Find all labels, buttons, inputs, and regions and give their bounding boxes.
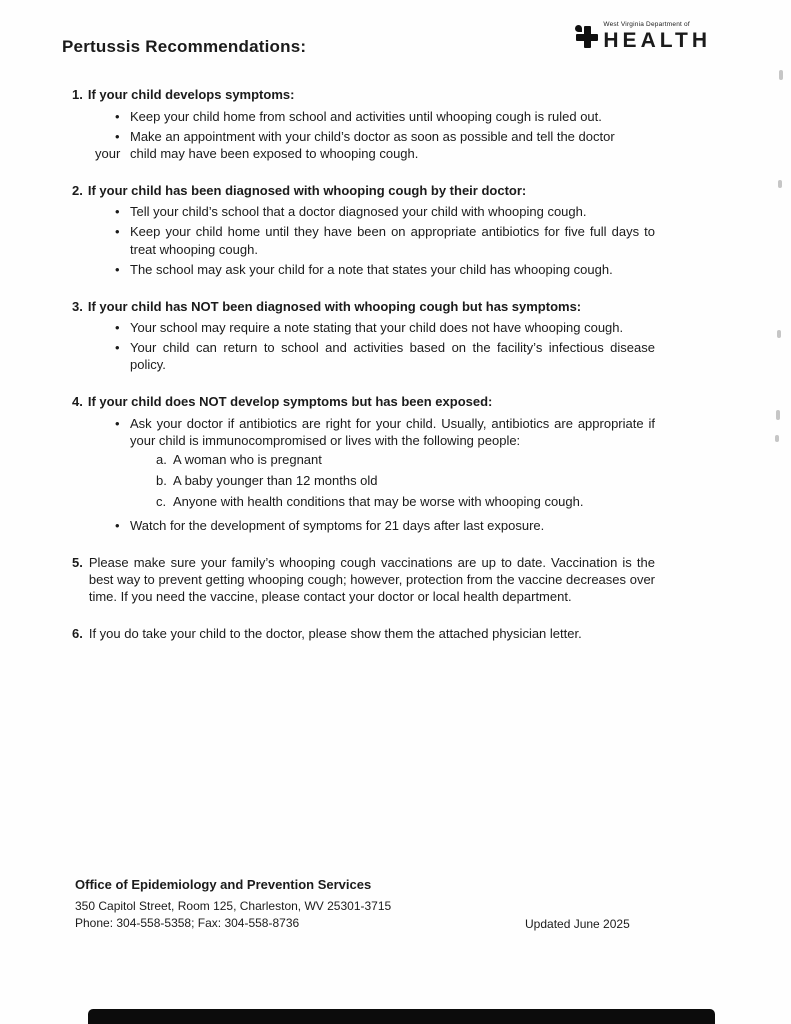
document-content xyxy=(62,30,655,663)
bullet-icon: • xyxy=(115,261,120,277)
section-6 xyxy=(62,625,655,642)
bullet-icon: • xyxy=(115,128,120,144)
footer-phone-fax: Phone: 304-558-5358; Fax: 304-558-8736 xyxy=(75,916,300,931)
section-number: 5. xyxy=(72,554,83,570)
section-number: 2. xyxy=(72,183,83,199)
section-2 xyxy=(62,182,655,278)
section-5 xyxy=(62,554,655,605)
footer-address: 350 Capitol Street, Room 125, Charleston, WV 25301-3715 xyxy=(75,898,392,913)
logo-health-text: HEALTH xyxy=(603,28,711,52)
scan-artifact xyxy=(778,180,782,188)
footer-updated-date: Updated June 2025 xyxy=(525,917,630,932)
section-paragraph: Please make sure your family’s whooping cough vaccinations are up to date. Vaccination is the best way to prevent getting whooping cough; however, protection from the vaccine decreases over time. If you need the vaccine, please contact your doctor or local health department. xyxy=(88,554,655,605)
bullet-item: • Your school may require a note stating that your child does not have whooping cough. xyxy=(115,320,624,335)
bullet-item: • Tell your child’s school that a doctor diagnosed your child with whooping cough. xyxy=(115,204,587,220)
bullet-item: • Ask your doctor if antibiotics are right for your child. Usually, antibiotics are appropriate if your child is immunocompromised or lives with the following people: a. A woman who is pregnant b. A baby younger than 12 months old c. Anyone with health conditions that may be worse with whooping cough. xyxy=(115,415,655,514)
section-paragraph: If you do take your child to the doctor, please show them the attached physician letter. xyxy=(88,626,582,642)
section-heading: If your child does NOT develop symptoms but has been exposed: xyxy=(87,394,493,410)
sublist-item: c. Anyone with health conditions that may be worse with whooping cough. xyxy=(156,493,584,509)
logo-department-text: West Virginia Department of xyxy=(603,21,690,28)
bullet-item: • Make an appointment with your child’s doctor as soon as possible and tell the doctor your child may have been exposed to whooping cough. xyxy=(95,128,615,161)
bullet-icon: • xyxy=(115,415,120,431)
sublist-item: a. A woman who is pregnant xyxy=(156,451,322,467)
bullet-icon: • xyxy=(115,340,120,356)
bullet-item: • Keep your child home from school and activities until whooping cough is ruled out. xyxy=(115,108,602,124)
section-3 xyxy=(62,298,655,374)
section-number: 6. xyxy=(72,626,83,642)
document-footer xyxy=(75,876,635,933)
bullet-item: • Keep your child home until they have been on appropriate antibiotics for five full days to treat whooping cough. xyxy=(115,224,655,257)
scanner-bottom-bar xyxy=(88,1009,715,1024)
section-heading: If your child has NOT been diagnosed with whooping cough but has symptoms: xyxy=(87,298,582,314)
scan-artifact xyxy=(776,410,780,420)
bullet-icon: • xyxy=(115,517,120,533)
section-heading: If your child has been diagnosed with whooping cough by their doctor: xyxy=(87,183,527,199)
bullet-icon: • xyxy=(115,108,120,124)
sublist-item: b. A baby younger than 12 months old xyxy=(156,472,378,488)
section-1 xyxy=(62,86,655,162)
bullet-icon: • xyxy=(115,204,120,220)
scan-artifact xyxy=(775,435,779,442)
bullet-item: • Your child can return to school and activities based on the facility’s infectious disease policy. xyxy=(115,340,655,373)
section-number: 1. xyxy=(72,87,83,103)
section-number: 3. xyxy=(72,298,83,314)
scan-artifact xyxy=(779,70,783,80)
footer-office-name: Office of Epidemiology and Prevention Services xyxy=(75,877,372,892)
section-number: 4. xyxy=(72,394,83,410)
section-4 xyxy=(62,393,655,533)
bullet-item: • Watch for the development of symptoms for 21 days after last exposure. xyxy=(115,517,545,533)
scan-artifact xyxy=(777,330,781,338)
bullet-icon: • xyxy=(115,224,120,240)
section-heading: If your child develops symptoms: xyxy=(87,87,295,103)
bullet-icon: • xyxy=(115,320,120,335)
page-title: Pertussis Recommendations: xyxy=(62,37,307,56)
bullet-item: • The school may ask your child for a note that states your child has whooping cough. xyxy=(115,261,613,277)
lettered-sublist xyxy=(130,451,655,511)
